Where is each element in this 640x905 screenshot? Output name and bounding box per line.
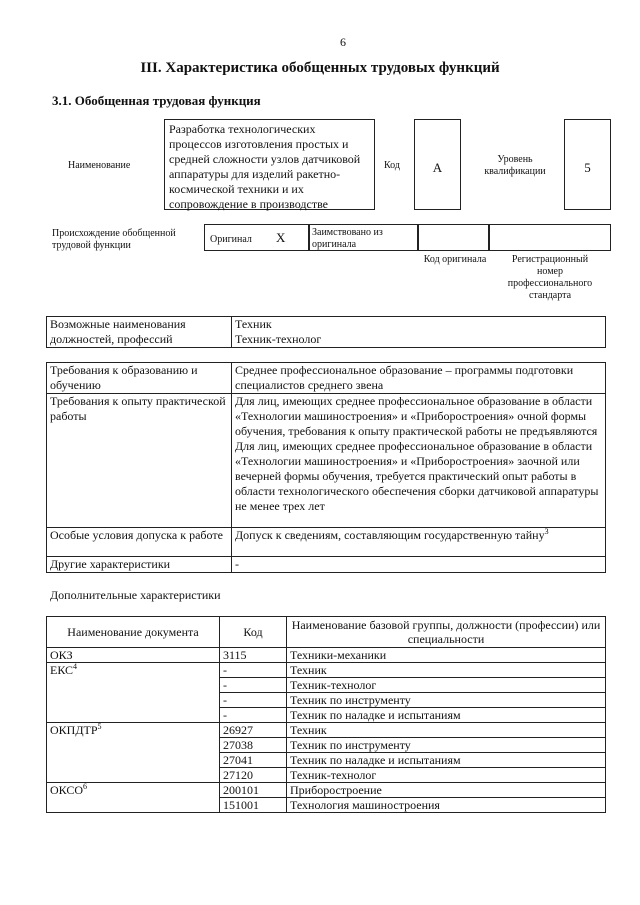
section-title: III. Характеристика обобщенных трудовых функций xyxy=(140,60,500,76)
req-label: Требования к опыту практической работы xyxy=(47,394,232,528)
positions-values xyxy=(232,317,606,348)
row-name: Техник по наладке и испытаниям xyxy=(287,708,606,723)
footnote-marker: 4 xyxy=(73,662,78,671)
row-code: - xyxy=(220,663,287,678)
original-mark: X xyxy=(276,230,286,245)
row-name: Техник-технолог xyxy=(287,678,606,693)
additional-table xyxy=(46,616,606,813)
table-row xyxy=(47,783,606,798)
row-name: Техник xyxy=(287,663,606,678)
req-value: Для лиц, имеющих среднее профессиональное образование в области «Технологии машиностроения» и «Приборостроения» очной формы обучения, требования к опыту практической работы не предъявляются Для лиц, имеющих среднее профессиональное образование в области «Технологии машиностроения» и «Приборостроения» заочной или вечерней формы обучения, требуется практический опыт работы в области технологического обеспечения сборки датчиковой аппаратуры не менее трех лет xyxy=(232,394,606,528)
page-number: 6 xyxy=(340,35,346,49)
req-label: Требования к образованию и обучению xyxy=(47,363,232,394)
row-code: 27041 xyxy=(220,753,287,768)
original-label: Оригинал xyxy=(210,234,252,245)
req-value-cell xyxy=(232,528,606,557)
position-item: Техник-технолог xyxy=(235,332,322,346)
col-header-name: Наименование базовой группы, должности (профессии) или специальности xyxy=(287,617,606,648)
row-code: - xyxy=(220,708,287,723)
row-code: - xyxy=(220,693,287,708)
row-name: Техник по инструменту xyxy=(287,738,606,753)
doc-cell xyxy=(47,783,220,813)
row-code: 27120 xyxy=(220,768,287,783)
table-row xyxy=(47,723,606,738)
level-box xyxy=(564,119,611,210)
req-value: Среднее профессиональное образование – программы подготовки специалистов среднего звена xyxy=(232,363,606,394)
level-label: Уровень квалификации xyxy=(484,154,546,177)
row-code: - xyxy=(220,678,287,693)
level-value: 5 xyxy=(584,160,591,175)
row-name: Техник-технолог xyxy=(287,768,606,783)
borrowed-label: Заимствовано из оригинала xyxy=(312,227,383,250)
code-value: А xyxy=(432,160,443,175)
footnote-marker: 6 xyxy=(83,782,88,791)
additional-title: Дополнительные характеристики xyxy=(50,588,221,602)
doc-name: ОКЗ xyxy=(47,648,220,663)
doc-name: ОКПДТР xyxy=(50,723,98,737)
col-header-doc: Наименование документа xyxy=(47,617,220,648)
table-row xyxy=(47,648,606,663)
req-label: Особые условия допуска к работе xyxy=(47,528,232,557)
row-name: Техники-механики xyxy=(287,648,606,663)
row-code: 27038 xyxy=(220,738,287,753)
doc-name: ЕКС xyxy=(50,663,74,677)
reg-number-caption: Регистрационный номер профессионального стандарта xyxy=(507,254,593,301)
footnote-marker: 3 xyxy=(544,527,549,536)
requirements-table xyxy=(46,362,606,573)
original-code-caption: Код оригинала xyxy=(423,254,487,265)
code-label: Код xyxy=(384,160,400,171)
req-label: Другие характеристики xyxy=(47,557,232,573)
row-code: 200101 xyxy=(220,783,287,798)
subsection-title: 3.1. Обобщенная трудовая функция xyxy=(52,93,261,108)
req-value: - xyxy=(232,557,606,573)
row-code: 26927 xyxy=(220,723,287,738)
row-name: Техник по инструменту xyxy=(287,693,606,708)
row-name: Технология машиностроения xyxy=(287,798,606,813)
doc-cell xyxy=(47,663,220,723)
doc-cell xyxy=(47,723,220,783)
row-name: Приборостроение xyxy=(287,783,606,798)
origin-label: Происхождение обобщенной трудовой функции xyxy=(52,228,176,251)
position-item: Техник xyxy=(235,317,272,331)
row-name: Техник по наладке и испытаниям xyxy=(287,753,606,768)
row-name: Техник xyxy=(287,723,606,738)
name-label: Наименование xyxy=(68,160,131,171)
doc-name: ОКСО xyxy=(50,783,84,797)
function-name-box xyxy=(164,119,375,210)
positions-label: Возможные наименования должностей, профессий xyxy=(47,317,232,348)
code-box xyxy=(414,119,461,210)
col-header-code: Код xyxy=(220,617,287,648)
footnote-marker: 5 xyxy=(97,722,102,731)
reg-number-box xyxy=(489,224,611,251)
row-code: 3115 xyxy=(220,648,287,663)
table-row xyxy=(47,663,606,678)
row-code: 151001 xyxy=(220,798,287,813)
original-code-box xyxy=(418,224,489,251)
req-value: Допуск к сведениям, составляющим государственную тайну xyxy=(235,528,545,542)
positions-table xyxy=(46,316,606,348)
function-name: Разработка технологических процессов изготовления простых и средней сложности узлов датчиковой аппаратуры для изделий ракетно-космической техники и их сопровождение в производстве xyxy=(169,122,361,211)
